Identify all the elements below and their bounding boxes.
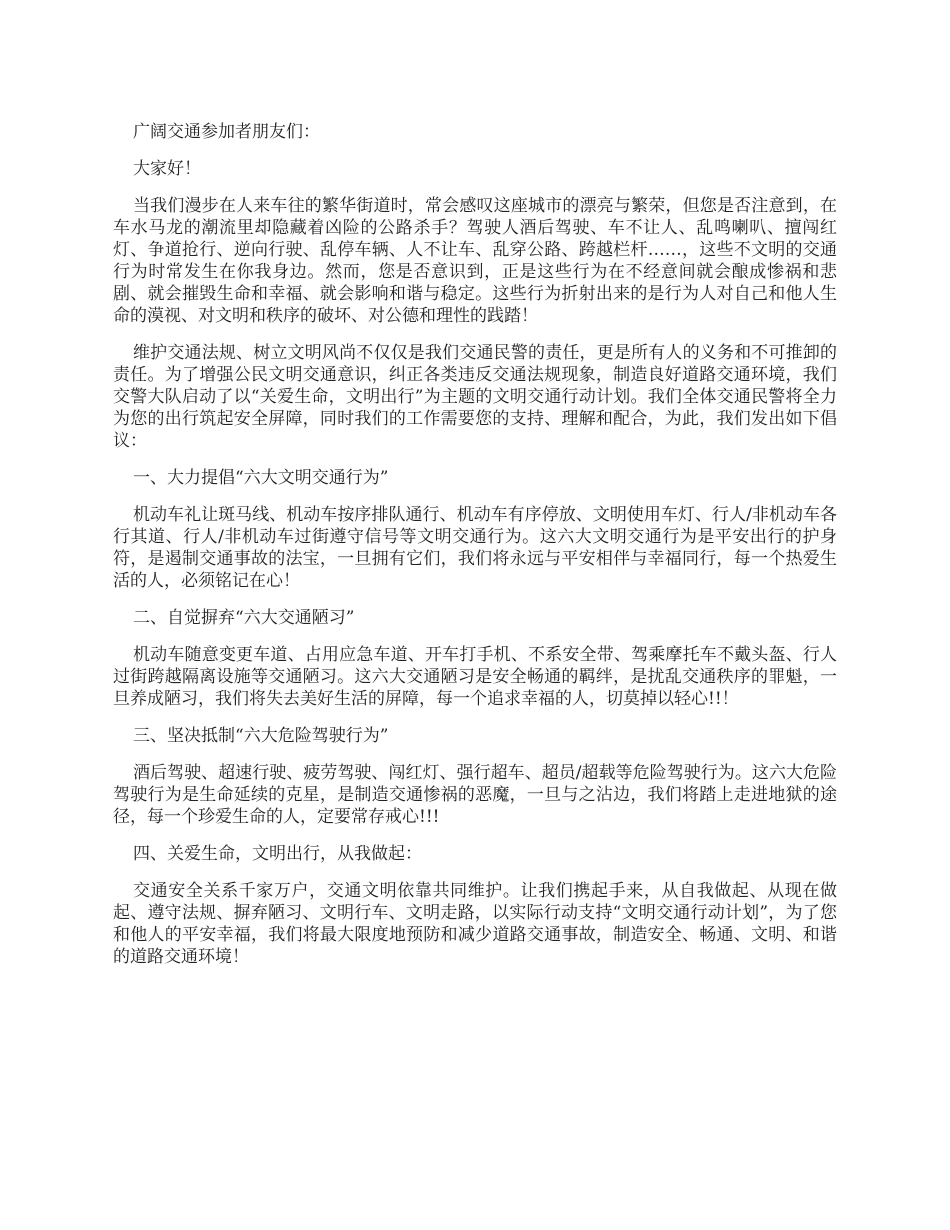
section-heading-4: 四、关爱生命，文明出行，从我做起： xyxy=(133,844,422,864)
greeting: 广阔交通参加者朋友们： xyxy=(133,122,320,142)
paragraph-section-2: 机动车随意变更车道、占用应急车道、开车打手机、不系安全带、驾乘摩托车不戴头盔、行人过街跨越隔离设施等交通陋习。这六大交通陋习是安全畅通的羁绊，是扰乱交通秩序的罪魁，一旦养成陋习，我们将失去美好生活的屏障，每一个追求幸福的人，切莫掉以轻心!!！ xyxy=(113,645,837,709)
paragraph-section-1: 机动车礼让斑马线、机动车按序排队通行、机动车有序停放、文明使用车灯、行人/非机动车各行其道、行人/非机动车过街遵守信号等文明交通行为。这六大文明交通行为是平安出行的护身符，是遏制交通事故的法宝，一旦拥有它们，我们将永远与平安相伴与幸福同行，每一个热爱生活的人，必须铭记在心！ xyxy=(113,505,837,591)
paragraph-section-3: 酒后驾驶、超速行驶、疲劳驾驶、闯红灯、强行超车、超员/超载等危险驾驶行为。这六大危险驾驶行为是生命延续的克星，是制造交通惨祸的恶魔，一旦与之沾边，我们将踏上走进地狱的途径，每一个珍爱生命的人，定要常存戒心!!! xyxy=(113,763,837,827)
salutation: 大家好！ xyxy=(133,159,201,179)
document-body xyxy=(113,121,837,983)
section-heading-2: 二、自觉摒弃“六大交通陋习” xyxy=(133,608,355,628)
paragraph-intro: 当我们漫步在人来车往的繁华街道时，常会感叹这座城市的漂亮与繁荣，但您是否注意到，在车水马龙的潮流里却隐藏着凶险的公路杀手？驾驶人酒后驾驶、车不让人、乱鸣喇叭、擅闯红灯、争道抢行、逆向行驶、乱停车辆、人不让车、乱穿公路、跨越栏杆……，这些不文明的交通行为时常发生在你我身边。然而，您是否意识到，正是这些行为在不经意间就会酿成惨祸和悲剧、就会摧毁生命和幸福、就会影响和谐与稳定。这些行为折射出来的是行为人对自己和他人生命的漠视、对文明和秩序的破坏、对公德和理性的践踏！ xyxy=(113,196,837,326)
section-heading-3: 三、坚决抵制“六大危险驾驶行为” xyxy=(133,726,389,746)
paragraph-responsibility: 维护交通法规、树立文明风尚不仅仅是我们交通民警的责任，更是所有人的义务和不可推卸的责任。为了增强公民文明交通意识，纠正各类违反交通法规现象，制造良好道路交通环境，我们交警大队启动了以“关爱生命，文明出行”为主题的文明交通行动计划。我们全体交通民警将全力为您的出行筑起安全屏障，同时我们的工作需要您的支持、理解和配合，为此，我们发出如下倡议： xyxy=(113,343,837,451)
section-heading-1: 一、大力提倡“六大文明交通行为” xyxy=(133,468,389,488)
paragraph-section-4: 交通安全关系千家万户，交通文明依靠共同维护。让我们携起手来，从自我做起、从现在做起、遵守法规、摒弃陋习、文明行车、文明走路，以实际行动支持“文明交通行动计划”，为了您和他人的平安幸福，我们将最大限度地预防和减少道路交通事故，制造安全、畅通、文明、和谐的道路交通环境！ xyxy=(113,881,837,967)
